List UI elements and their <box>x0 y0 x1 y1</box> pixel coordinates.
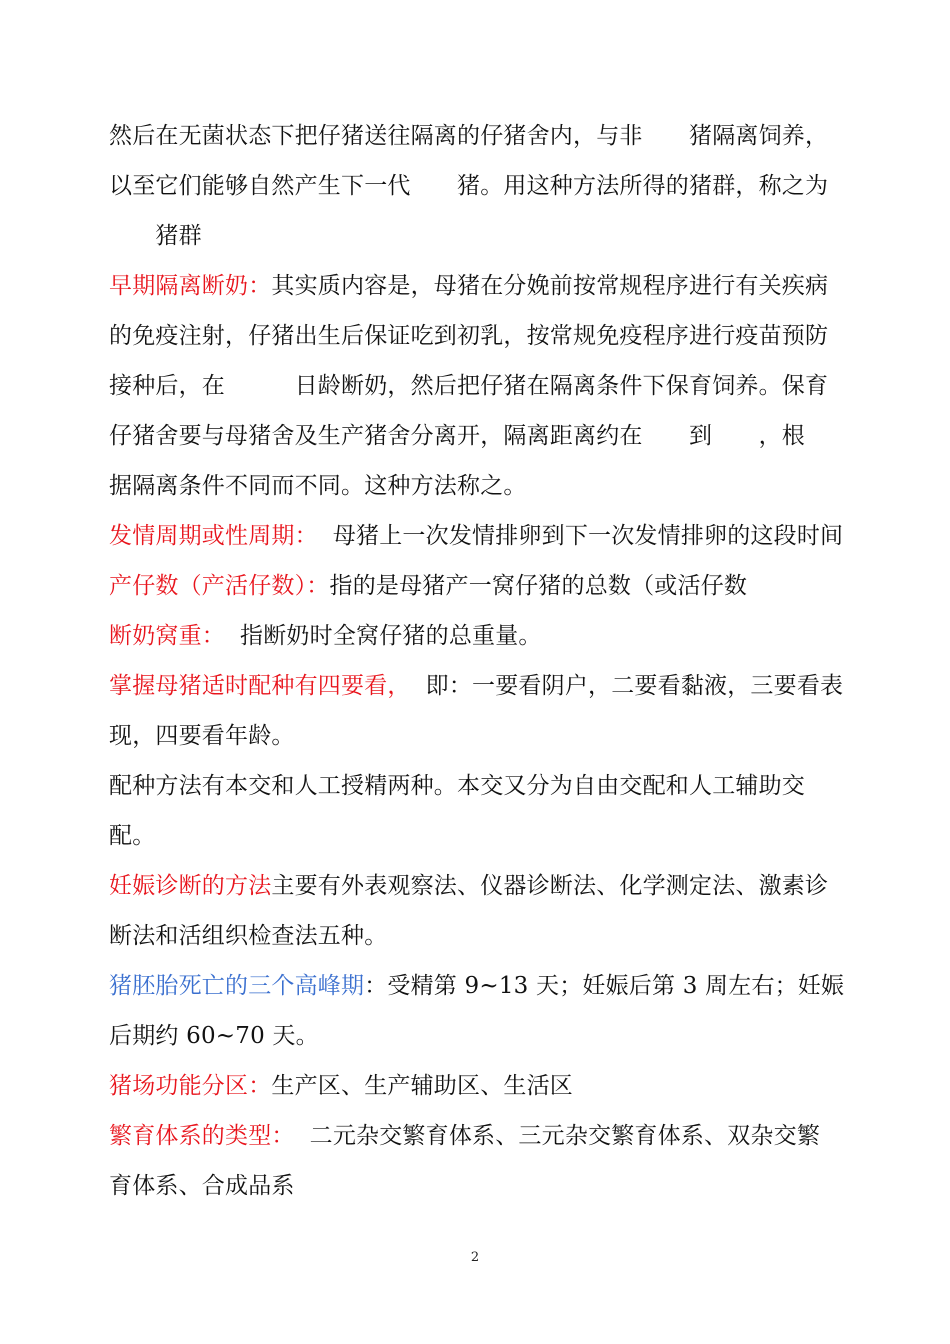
text-line: 断法和活组织检查法五种。 <box>109 923 388 949</box>
term-text: ：受精第 9~13 天；妊娠后第 3 周左右；妊娠 <box>364 973 845 999</box>
text-line: 据隔离条件不同而不同。这种方法称之。 <box>109 473 527 499</box>
definition-line <box>109 271 828 301</box>
text-line: 的免疫注射，仔猪出生后保证吃到初乳，按常规免疫程序进行疫苗预防 <box>109 323 829 349</box>
term-label: 猪场功能分区： <box>109 1073 272 1099</box>
term-text: 主要有外表观察法、仪器诊断法、化学测定法、激素诊 <box>271 873 829 899</box>
definition-line <box>109 621 542 651</box>
term-label: 断奶窝重： <box>109 623 225 649</box>
text-line: 然后在无菌状态下把仔猪送往隔离的仔猪舍内，与非 猪隔离饲养， <box>109 123 829 149</box>
term-label: 妊娠诊断的方法 <box>109 873 272 899</box>
term-text: 指的是母猪产一窝仔猪的总数（或活仔数 <box>329 573 748 599</box>
text-line: 配。 <box>109 823 156 849</box>
term-label: 早期隔离断奶： <box>109 273 272 299</box>
definition-line <box>109 971 844 1001</box>
definition-line <box>109 521 843 551</box>
definition-line <box>109 871 828 901</box>
definition-line <box>109 671 843 701</box>
definition-line <box>109 571 747 601</box>
term-text: 母猪上一次发情排卵到下一次发情排卵的这段时间 <box>317 523 844 549</box>
text-line: 仔猪舍要与母猪舍及生产猪舍分离开，隔离距离约在 到 ，根 <box>109 423 805 449</box>
definition-line <box>109 1121 820 1151</box>
page-number: 2 <box>470 1250 480 1265</box>
term-text: 二元杂交繁育体系、三元杂交繁育体系、双杂交繁 <box>294 1123 821 1149</box>
term-label: 猪胚胎死亡的三个高峰期 <box>109 973 365 999</box>
term-text: 即：一要看阴户，二要看黏液，三要看表 <box>410 673 844 699</box>
text-line: 后期约 60~70 天。 <box>109 1023 319 1049</box>
term-text: 生产区、生产辅助区、生活区 <box>271 1073 574 1099</box>
definition-line <box>109 1071 573 1101</box>
text-line: 接种后，在 日龄断奶，然后把仔猪在隔离条件下保育饲养。保育 <box>109 373 829 399</box>
term-text: 其实质内容是，母猪在分娩前按常规程序进行有关疾病 <box>271 273 829 299</box>
text-line: 现，四要看年龄。 <box>109 723 295 749</box>
term-label: 繁育体系的类型： <box>109 1123 295 1149</box>
term-label: 产仔数（产活仔数）： <box>109 573 330 599</box>
text-line: 猪群 <box>109 223 202 249</box>
text-line: 育体系、合成品系 <box>109 1173 295 1199</box>
term-label: 掌握母猪适时配种有四要看， <box>109 673 411 699</box>
text-line: 配种方法有本交和人工授精两种。本交又分为自由交配和人工辅助交 <box>109 773 805 799</box>
text-line: 以至它们能够自然产生下一代 猪。用这种方法所得的猪群，称之为 <box>109 173 829 199</box>
term-text: 指断奶时全窝仔猪的总重量。 <box>225 623 542 649</box>
term-label: 发情周期或性周期： <box>109 523 318 549</box>
